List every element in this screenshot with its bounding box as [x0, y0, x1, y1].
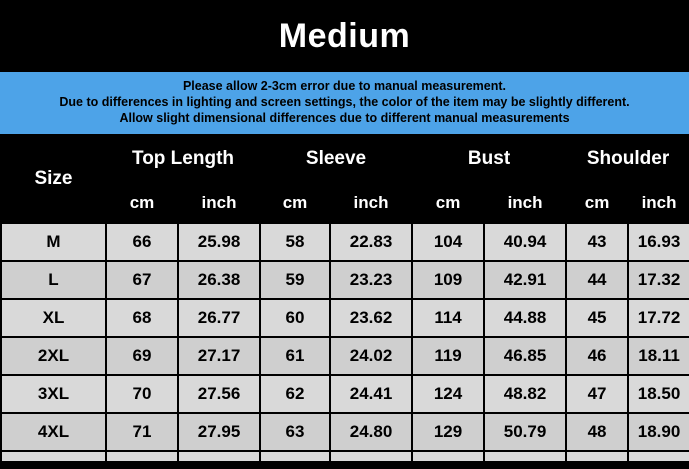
- cell-bust-inch: 44.88: [484, 299, 566, 337]
- measurement-notice: [0, 72, 689, 134]
- cell-sleeve-cm: 63: [260, 413, 330, 451]
- table-header-groups: [1, 135, 689, 183]
- cell-sleeve-inch: 22.83: [330, 223, 412, 261]
- cell-top-length-cm: 66: [106, 223, 178, 261]
- cutoff-cell: [178, 451, 260, 462]
- cell-top-length-cm: 70: [106, 375, 178, 413]
- cell-shoulder-cm: 44: [566, 261, 628, 299]
- table-row: [1, 375, 689, 413]
- cell-sleeve-cm: 58: [260, 223, 330, 261]
- cell-sleeve-inch: 24.02: [330, 337, 412, 375]
- cell-top-length-inch: 26.38: [178, 261, 260, 299]
- notice-line-2: Due to differences in lighting and screen settings, the color of the item may be slightly different.: [59, 95, 630, 109]
- notice-line-3: Allow slight dimensional differences due to different manual measurements: [119, 111, 570, 125]
- row-size: 3XL: [1, 375, 106, 413]
- unit-bust-inch: inch: [484, 183, 566, 223]
- header-bust: Bust: [412, 135, 566, 183]
- cell-bust-inch: 46.85: [484, 337, 566, 375]
- cutoff-cell: [484, 451, 566, 462]
- cell-top-length-inch: 27.95: [178, 413, 260, 451]
- cell-sleeve-cm: 59: [260, 261, 330, 299]
- table-row-cutoff: [1, 451, 689, 462]
- cutoff-cell: [566, 451, 628, 462]
- cell-bust-cm: 114: [412, 299, 484, 337]
- unit-top-length-inch: inch: [178, 183, 260, 223]
- cell-shoulder-inch: 18.11: [628, 337, 689, 375]
- cutoff-cell: [628, 451, 689, 462]
- cell-bust-cm: 129: [412, 413, 484, 451]
- unit-bust-cm: cm: [412, 183, 484, 223]
- cell-sleeve-cm: 60: [260, 299, 330, 337]
- header-shoulder: Shoulder: [566, 135, 689, 183]
- page-title: Medium: [278, 16, 411, 55]
- cutoff-cell: [106, 451, 178, 462]
- cell-top-length-cm: 68: [106, 299, 178, 337]
- unit-sleeve-cm: cm: [260, 183, 330, 223]
- cell-shoulder-inch: 16.93: [628, 223, 689, 261]
- cell-shoulder-cm: 47: [566, 375, 628, 413]
- title-bar: [0, 0, 689, 72]
- cell-shoulder-inch: 17.72: [628, 299, 689, 337]
- cutoff-cell: [1, 451, 106, 462]
- cutoff-cell: [330, 451, 412, 462]
- cell-shoulder-inch: 18.90: [628, 413, 689, 451]
- cell-bust-cm: 104: [412, 223, 484, 261]
- table-row: [1, 413, 689, 451]
- cell-top-length-cm: 69: [106, 337, 178, 375]
- unit-shoulder-cm: cm: [566, 183, 628, 223]
- row-size: M: [1, 223, 106, 261]
- notice-line-1: Please allow 2-3cm error due to manual measurement.: [182, 79, 507, 93]
- cutoff-cell: [412, 451, 484, 462]
- cell-top-length-cm: 67: [106, 261, 178, 299]
- row-size: L: [1, 261, 106, 299]
- table-row: [1, 223, 689, 261]
- cell-top-length-inch: 27.17: [178, 337, 260, 375]
- row-size: 2XL: [1, 337, 106, 375]
- unit-sleeve-inch: inch: [330, 183, 412, 223]
- cell-bust-cm: 119: [412, 337, 484, 375]
- cell-sleeve-inch: 23.62: [330, 299, 412, 337]
- cell-bust-inch: 48.82: [484, 375, 566, 413]
- cell-shoulder-cm: 43: [566, 223, 628, 261]
- cell-bust-cm: 109: [412, 261, 484, 299]
- header-size: Size: [1, 135, 106, 223]
- cell-sleeve-cm: 61: [260, 337, 330, 375]
- cell-shoulder-cm: 45: [566, 299, 628, 337]
- cell-shoulder-inch: 17.32: [628, 261, 689, 299]
- cell-bust-inch: 50.79: [484, 413, 566, 451]
- table-row: [1, 299, 689, 337]
- cell-shoulder-cm: 46: [566, 337, 628, 375]
- cell-sleeve-inch: 24.80: [330, 413, 412, 451]
- header-sleeve: Sleeve: [260, 135, 412, 183]
- cell-bust-cm: 124: [412, 375, 484, 413]
- unit-top-length-cm: cm: [106, 183, 178, 223]
- cell-sleeve-cm: 62: [260, 375, 330, 413]
- cell-top-length-inch: 25.98: [178, 223, 260, 261]
- cell-top-length-inch: 27.56: [178, 375, 260, 413]
- row-size: XL: [1, 299, 106, 337]
- cell-top-length-inch: 26.77: [178, 299, 260, 337]
- size-table: [0, 134, 689, 463]
- cell-top-length-cm: 71: [106, 413, 178, 451]
- header-top-length: Top Length: [106, 135, 260, 183]
- unit-shoulder-inch: inch: [628, 183, 689, 223]
- cell-bust-inch: 42.91: [484, 261, 566, 299]
- cell-sleeve-inch: 24.41: [330, 375, 412, 413]
- cell-shoulder-inch: 18.50: [628, 375, 689, 413]
- cutoff-cell: [260, 451, 330, 462]
- cell-sleeve-inch: 23.23: [330, 261, 412, 299]
- cell-shoulder-cm: 48: [566, 413, 628, 451]
- cell-bust-inch: 40.94: [484, 223, 566, 261]
- size-table-wrap: [0, 134, 689, 469]
- table-row: [1, 337, 689, 375]
- row-size: 4XL: [1, 413, 106, 451]
- table-row: [1, 261, 689, 299]
